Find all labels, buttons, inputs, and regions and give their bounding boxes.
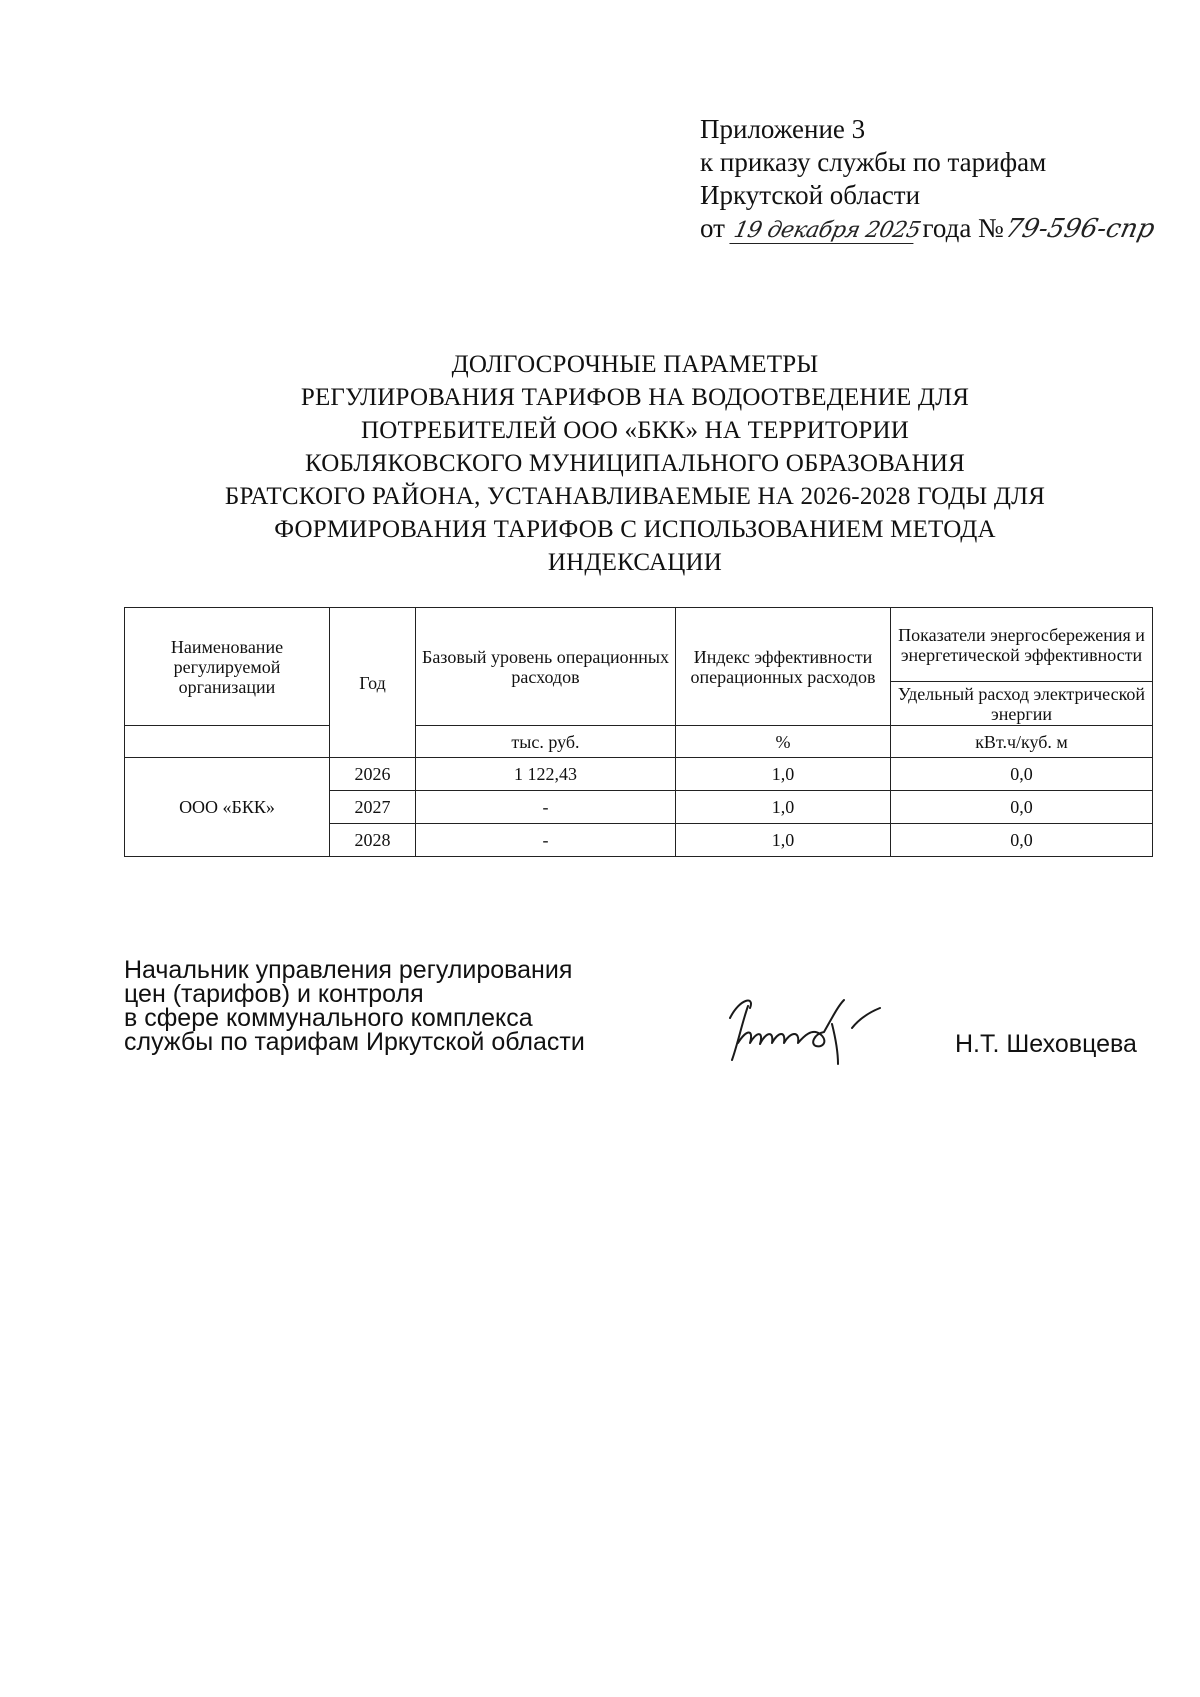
handwritten-order-number: 79-596-спр [1002,214,1158,244]
title-line: БРАТСКОГО РАЙОНА, УСТАНАВЛИВАЕМЫЕ НА 2026-2028 ГОДЫ ДЛЯ [224,483,1046,510]
handwritten-signature [720,988,930,1068]
units-base: тыс. руб. [416,726,676,758]
table-units-row [125,726,1153,758]
header-base-level: Базовый уровень операционных расходов [416,608,676,726]
title-line: ПОТРЕБИТЕЛЕЙ ООО «БКК» НА ТЕРРИТОРИИ [360,417,910,444]
position-line: службы по тарифам Иркутской области [124,1028,585,1056]
position-line: Начальник управления регулирования [124,956,573,984]
title-line: КОБЛЯКОВСКОГО МУНИЦИПАЛЬНОГО ОБРАЗОВАНИЯ [304,450,966,477]
position-line: цен (тарифов) и контроля [124,980,424,1008]
position-line: в сфере коммунального комплекса [124,1004,533,1032]
appendix-line-4 [700,212,1168,245]
base-cell: 1 122,43 [416,758,676,791]
header-organization: Наименование регулируемой организации [125,608,330,726]
energy-cell: 0,0 [891,758,1153,791]
table-row [125,758,1153,791]
header-energy-group: Показатели энергосбережения и энергетической эффективности [891,608,1153,682]
appendix-line-3: Иркутской области [700,180,921,210]
units-index: % [676,726,891,758]
units-organization [125,726,330,758]
base-cell: - [416,791,676,824]
year-cell: 2026 [330,758,416,791]
signatory-position [124,958,585,1054]
year-number-label: года № [922,213,1004,243]
units-energy: кВт.ч/куб. м [891,726,1153,758]
appendix-line-2: к приказу службы по тарифам [700,147,1047,177]
appendix-header [700,113,1168,245]
energy-cell: 0,0 [891,824,1153,857]
title-line: ДОЛГОСРОЧНЫЕ ПАРАМЕТРЫ [451,351,819,378]
header-energy-consumption: Удельный расход электрической энергии [891,682,1153,726]
from-label: от [700,213,725,243]
parameters-table [124,607,1153,857]
year-cell: 2027 [330,791,416,824]
header-year: Год [330,608,416,758]
table-header-row [125,608,1153,682]
title-line: РЕГУЛИРОВАНИЯ ТАРИФОВ НА ВОДООТВЕДЕНИЕ ДЛЯ [300,384,970,411]
index-cell: 1,0 [676,758,891,791]
title-line: ИНДЕКСАЦИИ [547,549,723,576]
signer-name: Н.Т. Шеховцева [955,1030,1137,1058]
appendix-line-1: Приложение 3 [700,114,866,144]
document-title [120,348,1150,579]
organization-cell: ООО «БКК» [125,758,330,857]
handwritten-date: 19 декабря 2025 [729,219,918,244]
index-cell: 1,0 [676,791,891,824]
year-cell: 2028 [330,824,416,857]
header-efficiency-index: Индекс эффективности операционных расходов [676,608,891,726]
energy-cell: 0,0 [891,791,1153,824]
base-cell: - [416,824,676,857]
index-cell: 1,0 [676,824,891,857]
title-line: ФОРМИРОВАНИЯ ТАРИФОВ С ИСПОЛЬЗОВАНИЕМ МЕТОДА [274,516,996,543]
